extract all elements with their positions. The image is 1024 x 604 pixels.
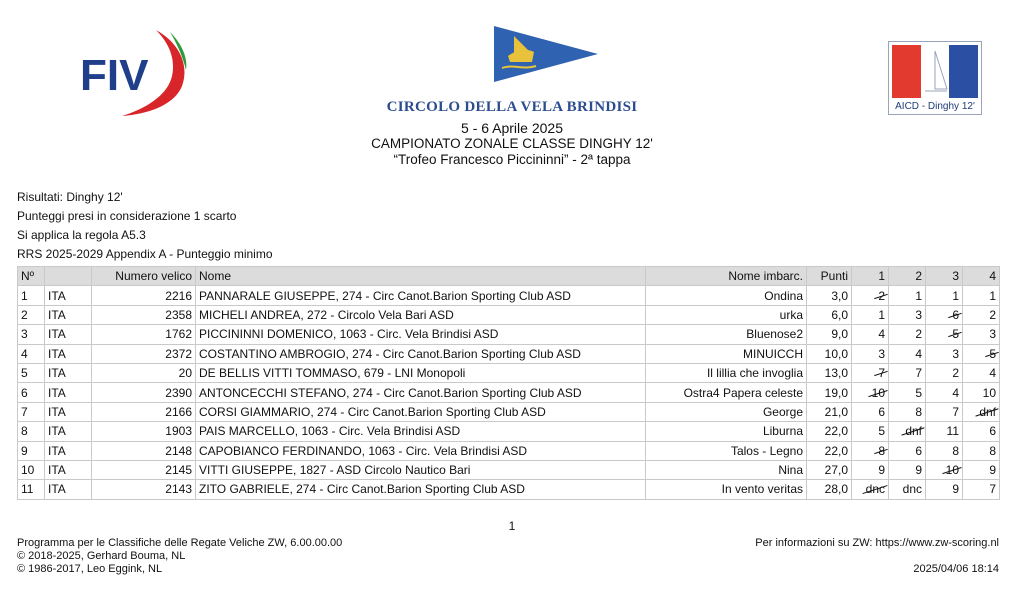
race-4-cell	[963, 402, 1000, 421]
sail-number-cell: 2148	[92, 441, 196, 460]
footer-copyright-eggink: © 1986-2017, Leo Eggink, NL	[17, 563, 163, 575]
table-header-row	[18, 267, 1000, 286]
position-cell: 6	[18, 383, 45, 402]
discarded-score: dnc	[865, 482, 885, 497]
discarded-score: 5	[989, 346, 996, 361]
event-trophy: “Trofeo Francesco Piccininni” - 2ª tappa	[393, 152, 631, 167]
sail-number-cell: 20	[92, 363, 196, 382]
race-1-cell	[852, 402, 889, 421]
race-score: 2	[952, 366, 959, 381]
race-score: 2	[989, 307, 996, 322]
boat-name-cell: Ondina	[646, 286, 807, 305]
points-cell: 28,0	[807, 480, 852, 499]
club-name: CIRCOLO DELLA VELA BRINDISI	[386, 99, 638, 115]
race-3-cell	[926, 305, 963, 324]
race-1-cell	[852, 305, 889, 324]
col-header-points: Punti	[807, 267, 852, 286]
race-2-cell	[889, 344, 926, 363]
aicd-flag-graphic	[892, 45, 978, 98]
race-score: 7	[952, 404, 959, 419]
position-cell: 11	[18, 480, 45, 499]
race-score: dnc	[902, 482, 922, 497]
sailor-name-cell: VITTI GIUSEPPE, 1827 - ASD Circolo Nautico Bari	[196, 460, 646, 479]
boat-name-cell: In vento veritas	[646, 480, 807, 499]
race-4-cell	[963, 383, 1000, 402]
table-row	[18, 480, 1000, 499]
sail-number-cell: 2145	[92, 460, 196, 479]
table-row	[18, 305, 1000, 324]
race-4-cell	[963, 363, 1000, 382]
sail-number-cell: 2166	[92, 402, 196, 421]
points-cell: 19,0	[807, 383, 852, 402]
race-2-cell	[889, 286, 926, 305]
page-number: 1	[508, 519, 516, 533]
sailor-name-cell: PANNARALE GIUSEPPE, 274 - Circ Canot.Barion Sporting Club ASD	[196, 286, 646, 305]
table-row	[18, 441, 1000, 460]
race-score: 6	[878, 404, 885, 419]
table-row	[18, 402, 1000, 421]
race-score: 8	[915, 404, 922, 419]
boat-name-cell: Ostra4 Papera celeste	[646, 383, 807, 402]
col-header-race-1: 1	[852, 267, 889, 286]
discarded-score: dnf	[905, 424, 922, 439]
position-cell: 5	[18, 363, 45, 382]
race-score: 4	[878, 327, 885, 342]
race-score: 9	[915, 463, 922, 478]
discarded-score: 2	[878, 288, 885, 303]
col-header-nation	[45, 267, 92, 286]
col-header-position: Nº	[18, 267, 45, 286]
points-cell: 27,0	[807, 460, 852, 479]
footer-copyright-bouma: © 2018-2025, Gerhard Bouma, NL	[17, 550, 186, 562]
col-header-boat-name: Nome imbarc.	[646, 267, 807, 286]
race-4-cell	[963, 325, 1000, 344]
footer-info-link: Per informazioni su ZW: https://www.zw-scoring.nl	[755, 537, 999, 549]
sailor-name-cell: CAPOBIANCO FERDINANDO, 1063 - Circ. Vela Brindisi ASD	[196, 441, 646, 460]
race-4-cell	[963, 286, 1000, 305]
table-row	[18, 383, 1000, 402]
col-header-race-3: 3	[926, 267, 963, 286]
footer-timestamp: 2025/04/06 18:14	[913, 563, 999, 575]
race-4-cell	[963, 305, 1000, 324]
sailor-name-cell: CORSI GIAMMARIO, 274 - Circ Canot.Barion Sporting Club ASD	[196, 402, 646, 421]
discarded-score: 10	[945, 463, 959, 478]
race-score: 3	[989, 327, 996, 342]
nation-cell: ITA	[45, 344, 92, 363]
nation-cell: ITA	[45, 402, 92, 421]
race-4-cell	[963, 460, 1000, 479]
race-score: 1	[989, 288, 996, 303]
race-score: 6	[915, 443, 922, 458]
points-cell: 22,0	[807, 422, 852, 441]
nation-cell: ITA	[45, 480, 92, 499]
race-1-cell	[852, 383, 889, 402]
race-1-cell	[852, 344, 889, 363]
sailor-name-cell: COSTANTINO AMBROGIO, 274 - Circ Canot.Barion Sporting Club ASD	[196, 344, 646, 363]
race-2-cell	[889, 363, 926, 382]
info-results-class: Risultati: Dinghy 12'	[17, 190, 123, 204]
info-scoring-system: RRS 2025-2029 Appendix A - Punteggio minimo	[17, 247, 273, 261]
discarded-score: dnf	[979, 404, 996, 419]
position-cell: 1	[18, 286, 45, 305]
boat-name-cell: George	[646, 402, 807, 421]
position-cell: 9	[18, 441, 45, 460]
race-3-cell	[926, 363, 963, 382]
race-score: 8	[952, 443, 959, 458]
race-1-cell	[852, 325, 889, 344]
discarded-score: 10	[871, 385, 885, 400]
table-row	[18, 344, 1000, 363]
race-3-cell	[926, 441, 963, 460]
sailor-name-cell: DE BELLIS VITTI TOMMASO, 679 - LNI Monopoli	[196, 363, 646, 382]
race-4-cell	[963, 480, 1000, 499]
race-score: 9	[878, 463, 885, 478]
nation-cell: ITA	[45, 422, 92, 441]
position-cell: 2	[18, 305, 45, 324]
boat-name-cell: Il lillia che invoglia	[646, 363, 807, 382]
race-3-cell	[926, 422, 963, 441]
nation-cell: ITA	[45, 325, 92, 344]
position-cell: 8	[18, 422, 45, 441]
race-score: 5	[915, 385, 922, 400]
race-3-cell	[926, 460, 963, 479]
race-1-cell	[852, 480, 889, 499]
footer-program-line: Programma per le Classifiche delle Regate Veliche ZW, 6.00.00.00	[17, 537, 343, 549]
race-3-cell	[926, 344, 963, 363]
race-score: 10	[982, 385, 996, 400]
sailor-name-cell: PICCININNI DOMENICO, 1063 - Circ. Vela Brindisi ASD	[196, 325, 646, 344]
results-table	[17, 266, 1000, 500]
col-header-race-4: 4	[963, 267, 1000, 286]
race-score: 11	[946, 424, 959, 439]
race-score: 6	[989, 424, 996, 439]
boat-name-cell: Liburna	[646, 422, 807, 441]
sail-number-cell: 2143	[92, 480, 196, 499]
table-row	[18, 422, 1000, 441]
sail-number-cell: 2216	[92, 286, 196, 305]
race-score: 7	[989, 482, 996, 497]
discarded-score: 5	[952, 327, 959, 342]
sail-number-cell: 2390	[92, 383, 196, 402]
race-score: 9	[989, 463, 996, 478]
points-cell: 13,0	[807, 363, 852, 382]
boat-name-cell: Nina	[646, 460, 807, 479]
position-cell: 10	[18, 460, 45, 479]
event-title: CAMPIONATO ZONALE CLASSE DINGHY 12'	[371, 136, 653, 151]
race-3-cell	[926, 383, 963, 402]
position-cell: 4	[18, 344, 45, 363]
race-4-cell	[963, 441, 1000, 460]
event-dates: 5 - 6 Aprile 2025	[461, 120, 563, 136]
race-score: 4	[915, 346, 922, 361]
race-score: 2	[915, 327, 922, 342]
discarded-score: 7	[878, 366, 885, 381]
footer-right	[755, 537, 999, 576]
race-2-cell	[889, 402, 926, 421]
sailor-name-cell: MICHELI ANDREA, 272 - Circolo Vela Bari ASD	[196, 305, 646, 324]
club-pennant-logo	[492, 24, 600, 84]
race-2-cell	[889, 460, 926, 479]
race-3-cell	[926, 325, 963, 344]
nation-cell: ITA	[45, 441, 92, 460]
nation-cell: ITA	[45, 305, 92, 324]
race-2-cell	[889, 305, 926, 324]
race-score: 8	[989, 443, 996, 458]
race-2-cell	[889, 422, 926, 441]
footer-credits	[17, 537, 342, 576]
aicd-logo-label: AICD - Dinghy 12'	[895, 101, 975, 112]
race-3-cell	[926, 480, 963, 499]
col-header-name: Nome	[196, 267, 646, 286]
race-1-cell	[852, 363, 889, 382]
race-score: 1	[878, 307, 885, 322]
race-4-cell	[963, 344, 1000, 363]
race-3-cell	[926, 402, 963, 421]
table-row	[18, 460, 1000, 479]
sailor-name-cell: ANTONCECCHI STEFANO, 274 - Circ Canot.Barion Sporting Club ASD	[196, 383, 646, 402]
race-3-cell	[926, 286, 963, 305]
points-cell: 22,0	[807, 441, 852, 460]
position-cell: 3	[18, 325, 45, 344]
col-header-race-2: 2	[889, 267, 926, 286]
race-score: 5	[878, 424, 885, 439]
nation-cell: ITA	[45, 363, 92, 382]
table-row	[18, 325, 1000, 344]
points-cell: 6,0	[807, 305, 852, 324]
col-header-sail-number: Numero velico	[92, 267, 196, 286]
sailor-name-cell: PAIS MARCELLO, 1063 - Circ. Vela Brindisi ASD	[196, 422, 646, 441]
race-score: 4	[952, 385, 959, 400]
race-score: 7	[915, 366, 922, 381]
nation-cell: ITA	[45, 460, 92, 479]
sail-number-cell: 1762	[92, 325, 196, 344]
table-row	[18, 363, 1000, 382]
nation-cell: ITA	[45, 383, 92, 402]
results-body	[18, 286, 1000, 499]
discarded-score: 6	[952, 307, 959, 322]
boat-name-cell: MINUICCH	[646, 344, 807, 363]
points-cell: 9,0	[807, 325, 852, 344]
discarded-score: 8	[878, 443, 885, 458]
race-score: 1	[915, 288, 922, 303]
race-1-cell	[852, 460, 889, 479]
race-score: 9	[952, 482, 959, 497]
race-score: 3	[915, 307, 922, 322]
race-score: 3	[952, 346, 959, 361]
position-cell: 7	[18, 402, 45, 421]
fiv-logo-text: FIV	[80, 51, 149, 100]
table-row	[18, 286, 1000, 305]
boat-name-cell: Bluenose2	[646, 325, 807, 344]
race-score: 1	[952, 288, 959, 303]
points-cell: 21,0	[807, 402, 852, 421]
info-discards: Punteggi presi in considerazione 1 scarto	[17, 209, 237, 223]
race-1-cell	[852, 422, 889, 441]
race-score: 4	[989, 366, 996, 381]
boat-name-cell: urka	[646, 305, 807, 324]
sail-number-cell: 1903	[92, 422, 196, 441]
race-2-cell	[889, 480, 926, 499]
sail-number-cell: 2358	[92, 305, 196, 324]
race-2-cell	[889, 325, 926, 344]
race-2-cell	[889, 383, 926, 402]
race-1-cell	[852, 286, 889, 305]
points-cell: 3,0	[807, 286, 852, 305]
info-rule: Si applica la regola A5.3	[17, 228, 146, 242]
sailor-name-cell: ZITO GABRIELE, 274 - Circ Canot.Barion Sporting Club ASD	[196, 480, 646, 499]
race-2-cell	[889, 441, 926, 460]
boat-name-cell: Talos - Legno	[646, 441, 807, 460]
race-1-cell	[852, 441, 889, 460]
race-score: 3	[878, 346, 885, 361]
nation-cell: ITA	[45, 286, 92, 305]
sail-number-cell: 2372	[92, 344, 196, 363]
points-cell: 10,0	[807, 344, 852, 363]
race-4-cell	[963, 422, 1000, 441]
